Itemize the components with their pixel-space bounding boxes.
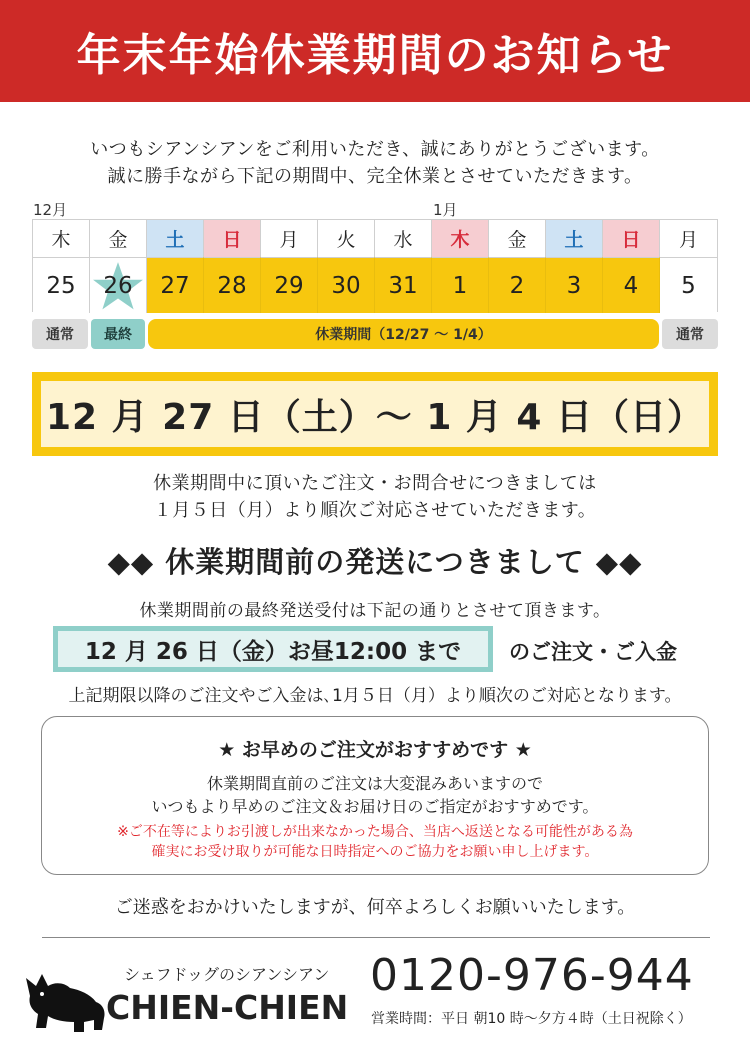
brand-name: CHIEN-CHIEN [106,988,349,1027]
calendar-weekday: 月 [261,220,318,257]
calendar-date [489,257,546,313]
after-deadline-notice: 上記期限以降のご注文やご入金は､1月５日（月）より順次のご対応となります。 [68,686,682,706]
holiday-calendar [32,219,718,312]
recommend-box [41,716,709,875]
calendar-date [603,257,660,313]
holiday-period-box [32,372,718,456]
warning-line-2: 確実にお受け取りが可能な日時指定へのご協力をお願い申し上げます。 [151,844,599,860]
inquiry-line-2: １月５日（月）より順次ご対応させていただきます。 [153,500,597,521]
calendar-date [432,257,489,313]
business-hours: 営業時間：平日 朝10 時〜夕方４時（土日祝除く） [371,1011,692,1027]
calendar-weekday: 木 [432,220,489,257]
calendar-date [261,257,318,313]
calendar-date-number: 1 [452,272,468,299]
calendar-date-number: 25 [46,272,76,299]
header-banner [0,0,750,102]
calendar-date-number: 29 [274,272,304,299]
calendar-date-number: 4 [623,272,639,299]
intro-line-1: いつもシアンシアンをご利用いただき、誠にありがとうございます。 [90,139,660,160]
calendar-weekday: 木 [33,220,90,257]
shop-name-kana: シェフドッグのシアンシアン [124,965,330,984]
footer-divider [42,937,710,938]
inquiry-line-1: 休業期間中に頂いたご注文・お問合せにつきましては [153,473,597,494]
calendar-date-number: 26 [103,272,133,299]
tag-normal-right: 通常 [662,319,718,349]
calendar-date-number: 30 [331,272,361,299]
calendar-weekday: 金 [90,220,147,257]
intro-line-2: 誠に勝手ながら下記の期間中、完全休業とさせていただきます。 [107,166,643,187]
calendar-weekday: 日 [603,220,660,257]
calendar-date-number: 28 [217,272,247,299]
warning-line-1: ※ご不在等によりお引渡しが出来なかった場合、当店へ返送となる可能性がある為 [117,824,633,840]
calendar-date [33,257,90,313]
tag-holiday-period: 休業期間（12/27 〜 1/4） [148,319,659,349]
calendar-date [147,257,204,313]
page-title: 年末年始休業期間のお知らせ [76,30,674,81]
calendar-date-number: 2 [509,272,525,299]
closing-message: ご迷惑をおかけいたしますが、何卒よろしくお願いいたします。 [114,897,636,918]
bulldog-silhouette-icon [24,956,108,1036]
recommend-title: ★ お早めのご注文がおすすめです ★ [218,739,532,761]
calendar-weekday: 水 [375,220,432,257]
calendar-date [375,257,432,313]
calendar-weekday: 月 [660,220,717,257]
calendar-date-number: 3 [566,272,582,299]
shipping-section-title: ◆◆ 休業期間前の発送につきまして ◆◆ [107,545,643,579]
recommend-line-2: いつもより早めのご注文＆お届け日のご指定がおすすめです。 [151,797,599,816]
tag-last-day: 最終 [91,319,145,349]
calendar-date [660,257,717,313]
calendar-date-number: 27 [160,272,190,299]
shipping-subtitle: 休業期間前の最終発送受付は下記の通りとさせて頂きます。 [139,601,611,621]
shipping-deadline: 12 月 26 日（金）お昼12:00 まで [53,626,493,672]
month-label-december: 12月 [33,201,68,219]
calendar-weekday: 土 [546,220,603,257]
calendar-weekday: 日 [204,220,261,257]
recommend-line-1: 休業期間直前のご注文は大変混みあいますので [206,774,543,793]
phone-number: 0120-976-944 [370,950,694,1001]
calendar-weekday: 金 [489,220,546,257]
holiday-period-text: 12 月 27 日（土）〜 1 月 4 日（日） [41,381,709,447]
calendar-date [204,257,261,313]
tag-normal-left: 通常 [32,319,88,349]
calendar-date-number: 5 [681,272,696,299]
calendar-weekday: 火 [318,220,375,257]
month-label-january: 1月 [433,201,458,219]
calendar-date-number: 31 [388,272,418,299]
calendar-date-last-day [90,257,147,313]
shipping-deadline-suffix: のご注文・ご入金 [509,640,677,664]
calendar-weekday: 土 [147,220,204,257]
calendar-date [546,257,603,313]
calendar-date [318,257,375,313]
shop-logo [24,952,364,1052]
